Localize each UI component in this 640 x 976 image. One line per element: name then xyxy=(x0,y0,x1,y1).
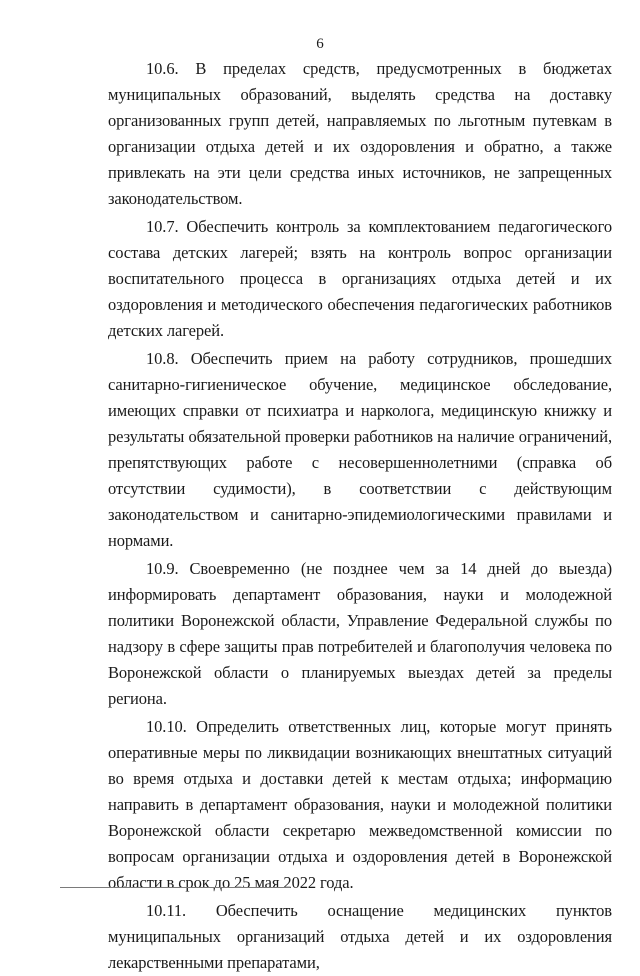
paragraph-10-7: 10.7. Обеспечить контроль за комплектованием педагогического состава детских лагерей; взять на контроль вопрос организации воспитательного процесса в организациях отдыха детей и их оздоровления и методического обеспечения педагогических работников детских лагерей. xyxy=(108,217,612,340)
footer-divider xyxy=(60,887,290,888)
paragraph-10-8: 10.8. Обеспечить прием на работу сотрудников, прошедших санитарно-гигиеническое обучение, медицинское обследование, имеющих справки от психиатра и нарколога, медицинскую книжку и результаты обязательной проверки работников на наличие ограничений, препятствующих работе с несовершеннолетними (справка об отсутствии судимости), в соответствии с действующим законодательством и санитарно-эпидемиологическими правилами и нормами. xyxy=(108,349,612,550)
paragraph-10-9: 10.9. Своевременно (не позднее чем за 14 дней до выезда) информировать департамент образования, науки и молодежной политики Воронежской области, Управление Федеральной службы по надзору в сфере защиты прав потребителей и благополучия человека по Воронежской области о планируемых выездах детей за пределы региона. xyxy=(108,559,612,708)
paragraph-10-11: 10.11. Обеспечить оснащение медицинских пунктов муниципальных организаций отдыха детей и их оздоровления лекарственными препаратами, xyxy=(108,901,612,972)
page-number: 6 xyxy=(316,36,324,52)
paragraph-10-6: 10.6. В пределах средств, предусмотренных в бюджетах муниципальных образований, выделять средства на доставку организованных групп детей, направляемых по льготным путевкам в организации отдыха детей и их оздоровления и обратно, а также привлекать на эти цели средства иных источников, не запрещенных законодательством. xyxy=(108,59,612,208)
paragraph-10-10: 10.10. Определить ответственных лиц, которые могут принять оперативные меры по ликвидации возникающих внештатных ситуаций во время отдыха и доставки детей к местам отдыха; информацию направить в департамент образования, науки и молодежной политики Воронежской области секретарю межведомственной комиссии по вопросам организации отдыха и оздоровления детей в Воронежской области в срок до 25 мая 2022 года. xyxy=(108,717,612,892)
document-body xyxy=(108,56,612,976)
